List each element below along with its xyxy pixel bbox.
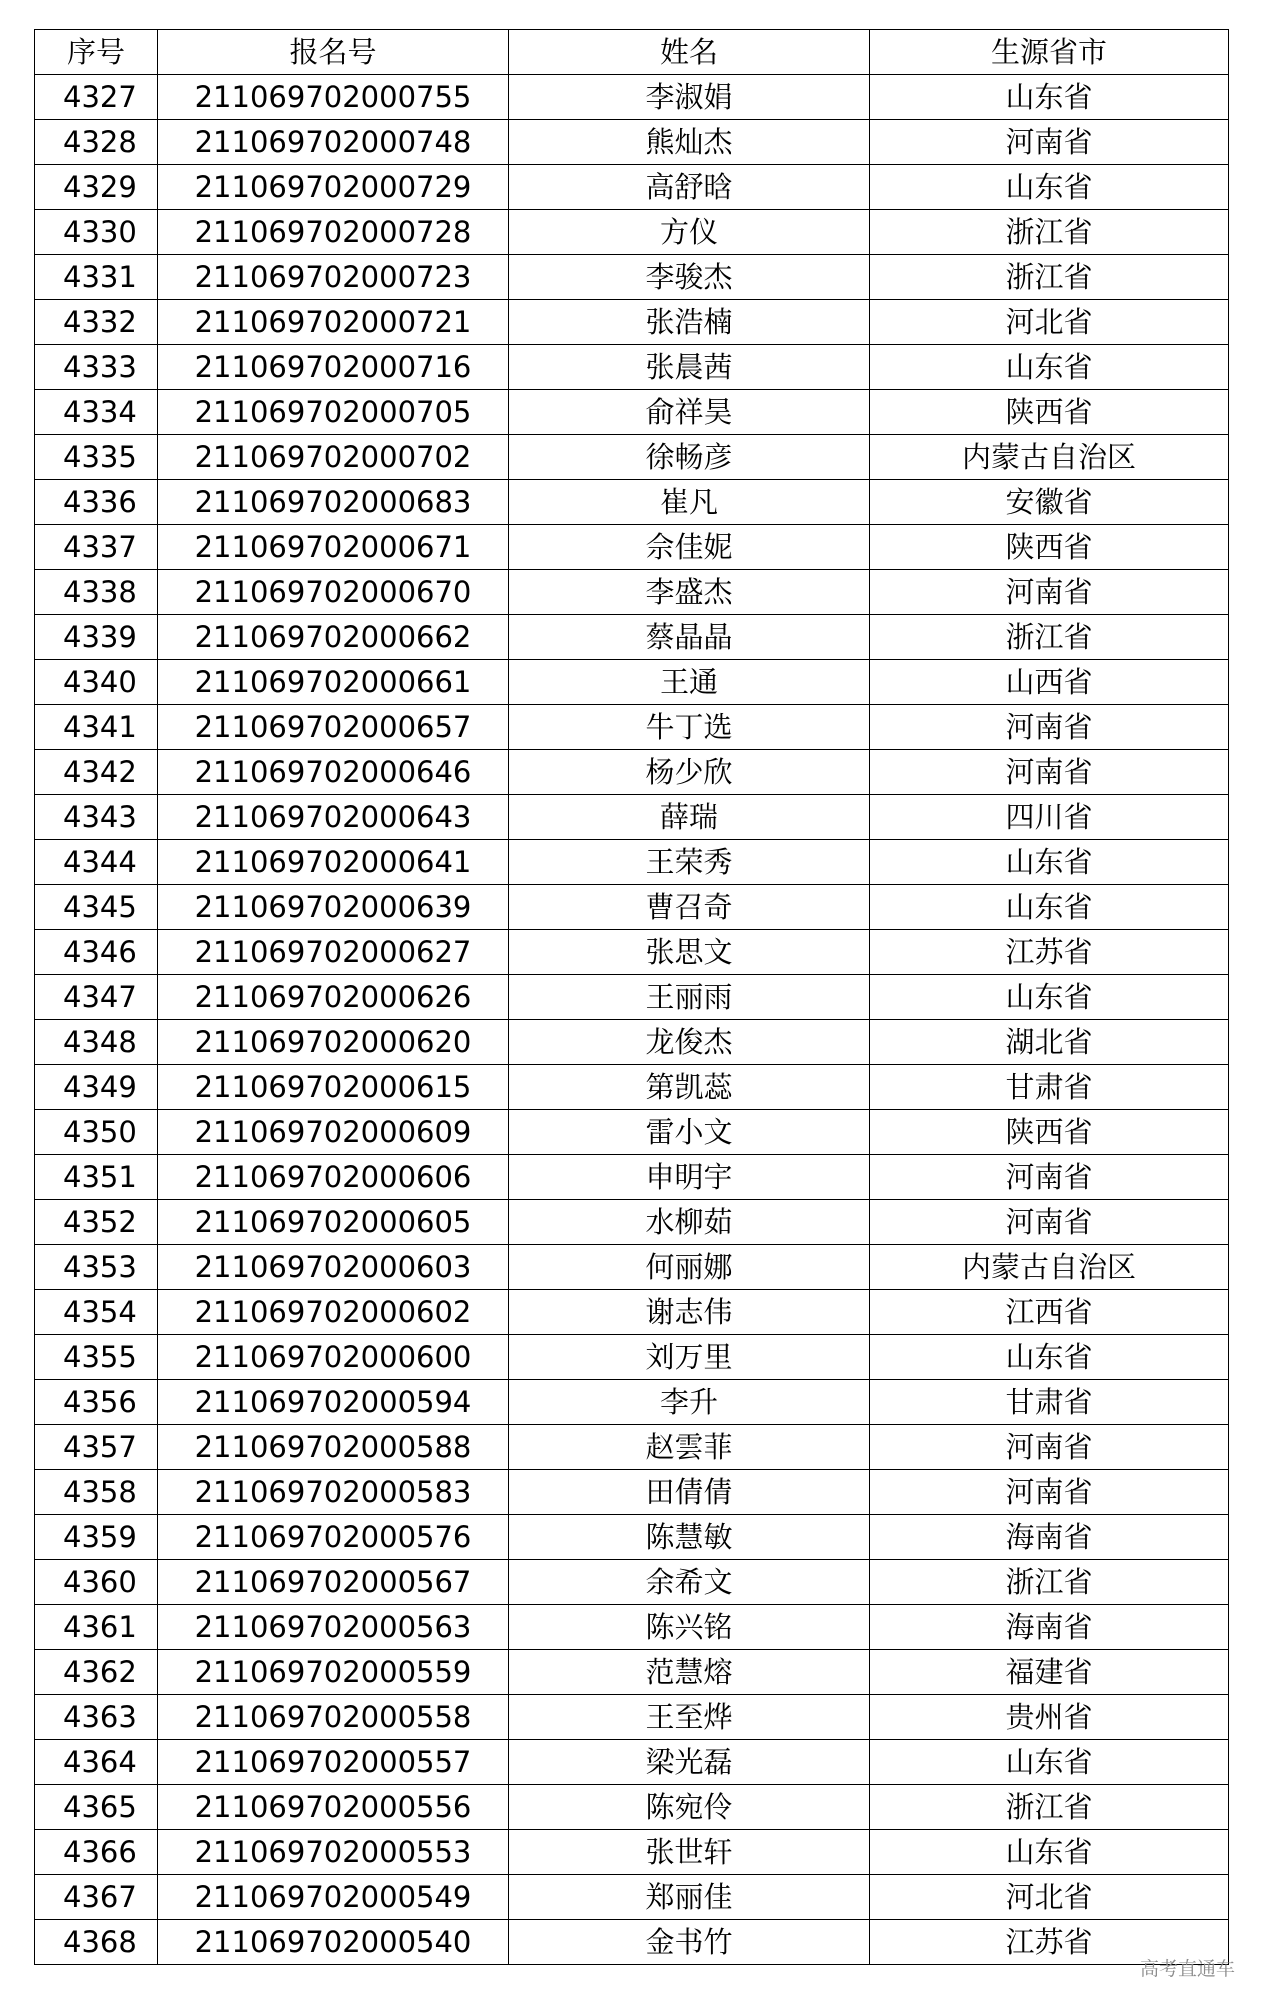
cell-seq: 4353 — [35, 1245, 158, 1290]
cell-seq: 4332 — [35, 300, 158, 345]
cell-seq: 4329 — [35, 165, 158, 210]
cell-province: 山东省 — [870, 1740, 1229, 1785]
cell-seq: 4352 — [35, 1200, 158, 1245]
cell-registration-number: 211069702000594 — [158, 1380, 509, 1425]
cell-seq: 4346 — [35, 930, 158, 975]
cell-seq: 4359 — [35, 1515, 158, 1560]
cell-name: 李升 — [509, 1380, 870, 1425]
header-name: 姓名 — [509, 30, 870, 75]
cell-province: 湖北省 — [870, 1020, 1229, 1065]
cell-registration-number: 211069702000557 — [158, 1740, 509, 1785]
cell-registration-number: 211069702000563 — [158, 1605, 509, 1650]
table-row — [35, 435, 1229, 480]
table-row — [35, 1290, 1229, 1335]
cell-name: 第凯蕊 — [509, 1065, 870, 1110]
cell-province: 河南省 — [870, 120, 1229, 165]
cell-province: 福建省 — [870, 1650, 1229, 1695]
cell-name: 张世轩 — [509, 1830, 870, 1875]
cell-province: 河南省 — [870, 1425, 1229, 1470]
cell-name: 李骏杰 — [509, 255, 870, 300]
cell-province: 山东省 — [870, 1335, 1229, 1380]
cell-registration-number: 211069702000716 — [158, 345, 509, 390]
cell-name: 蔡晶晶 — [509, 615, 870, 660]
cell-registration-number: 211069702000558 — [158, 1695, 509, 1740]
cell-name: 王至烨 — [509, 1695, 870, 1740]
cell-registration-number: 211069702000603 — [158, 1245, 509, 1290]
cell-province: 山东省 — [870, 975, 1229, 1020]
cell-province: 海南省 — [870, 1515, 1229, 1560]
cell-name: 谢志伟 — [509, 1290, 870, 1335]
cell-province: 河北省 — [870, 1875, 1229, 1920]
cell-seq: 4336 — [35, 480, 158, 525]
cell-registration-number: 211069702000553 — [158, 1830, 509, 1875]
cell-registration-number: 211069702000671 — [158, 525, 509, 570]
cell-name: 佘佳妮 — [509, 525, 870, 570]
cell-seq: 4362 — [35, 1650, 158, 1695]
cell-registration-number: 211069702000583 — [158, 1470, 509, 1515]
cell-registration-number: 211069702000549 — [158, 1875, 509, 1920]
cell-name: 何丽娜 — [509, 1245, 870, 1290]
cell-seq: 4343 — [35, 795, 158, 840]
table-row — [35, 1650, 1229, 1695]
header-registration-number: 报名号 — [158, 30, 509, 75]
table-row — [35, 885, 1229, 930]
cell-registration-number: 211069702000627 — [158, 930, 509, 975]
cell-registration-number: 211069702000639 — [158, 885, 509, 930]
cell-name: 牛丁选 — [509, 705, 870, 750]
watermark-text: 高考直通车 — [1139, 1958, 1235, 1980]
cell-seq: 4339 — [35, 615, 158, 660]
cell-seq: 4363 — [35, 1695, 158, 1740]
table-row — [35, 1515, 1229, 1560]
cell-name: 田倩倩 — [509, 1470, 870, 1515]
cell-province: 山东省 — [870, 885, 1229, 930]
cell-seq: 4330 — [35, 210, 158, 255]
table-row — [35, 525, 1229, 570]
cell-province: 河南省 — [870, 1155, 1229, 1200]
cell-province: 海南省 — [870, 1605, 1229, 1650]
cell-name: 王荣秀 — [509, 840, 870, 885]
header-row — [35, 30, 1229, 75]
cell-province: 陕西省 — [870, 525, 1229, 570]
cell-province: 甘肃省 — [870, 1380, 1229, 1425]
cell-registration-number: 211069702000748 — [158, 120, 509, 165]
cell-seq: 4327 — [35, 75, 158, 120]
cell-registration-number: 211069702000567 — [158, 1560, 509, 1605]
table-row — [35, 1830, 1229, 1875]
cell-name: 郑丽佳 — [509, 1875, 870, 1920]
table-row — [35, 660, 1229, 705]
cell-province: 安徽省 — [870, 480, 1229, 525]
cell-province: 河南省 — [870, 705, 1229, 750]
cell-seq: 4334 — [35, 390, 158, 435]
cell-registration-number: 211069702000540 — [158, 1920, 509, 1965]
table-row — [35, 210, 1229, 255]
table-row — [35, 840, 1229, 885]
cell-seq: 4338 — [35, 570, 158, 615]
cell-province: 浙江省 — [870, 615, 1229, 660]
table-row — [35, 1560, 1229, 1605]
cell-name: 张晨茜 — [509, 345, 870, 390]
cell-seq: 4355 — [35, 1335, 158, 1380]
table-row — [35, 1245, 1229, 1290]
cell-name: 龙俊杰 — [509, 1020, 870, 1065]
cell-seq: 4331 — [35, 255, 158, 300]
cell-registration-number: 211069702000620 — [158, 1020, 509, 1065]
cell-seq: 4354 — [35, 1290, 158, 1335]
cell-registration-number: 211069702000588 — [158, 1425, 509, 1470]
cell-seq: 4365 — [35, 1785, 158, 1830]
cell-seq: 4347 — [35, 975, 158, 1020]
table-row — [35, 480, 1229, 525]
cell-name: 曹召奇 — [509, 885, 870, 930]
cell-province: 陕西省 — [870, 1110, 1229, 1155]
cell-registration-number: 211069702000721 — [158, 300, 509, 345]
cell-name: 熊灿杰 — [509, 120, 870, 165]
table-row — [35, 1920, 1229, 1965]
cell-province: 内蒙古自治区 — [870, 435, 1229, 480]
table-row — [35, 1875, 1229, 1920]
cell-seq: 4341 — [35, 705, 158, 750]
cell-province: 浙江省 — [870, 1560, 1229, 1605]
cell-registration-number: 211069702000729 — [158, 165, 509, 210]
cell-province: 浙江省 — [870, 210, 1229, 255]
cell-registration-number: 211069702000661 — [158, 660, 509, 705]
cell-seq: 4337 — [35, 525, 158, 570]
cell-registration-number: 211069702000702 — [158, 435, 509, 480]
cell-registration-number: 211069702000559 — [158, 1650, 509, 1695]
cell-name: 高舒晗 — [509, 165, 870, 210]
cell-registration-number: 211069702000609 — [158, 1110, 509, 1155]
table-row — [35, 1470, 1229, 1515]
cell-name: 陈兴铭 — [509, 1605, 870, 1650]
table-row — [35, 1605, 1229, 1650]
cell-name: 俞祥昊 — [509, 390, 870, 435]
table-row — [35, 390, 1229, 435]
table-row — [35, 1200, 1229, 1245]
cell-registration-number: 211069702000641 — [158, 840, 509, 885]
table-row — [35, 345, 1229, 390]
cell-province: 山东省 — [870, 1830, 1229, 1875]
table-row — [35, 705, 1229, 750]
table-row — [35, 120, 1229, 165]
cell-seq: 4367 — [35, 1875, 158, 1920]
table-row — [35, 1425, 1229, 1470]
table-body — [35, 75, 1229, 1965]
cell-registration-number: 211069702000670 — [158, 570, 509, 615]
cell-seq: 4342 — [35, 750, 158, 795]
table-header — [35, 30, 1229, 75]
cell-name: 杨少欣 — [509, 750, 870, 795]
cell-province: 山东省 — [870, 75, 1229, 120]
cell-name: 申明宇 — [509, 1155, 870, 1200]
cell-seq: 4340 — [35, 660, 158, 705]
cell-seq: 4348 — [35, 1020, 158, 1065]
admission-roster-table — [34, 29, 1229, 1965]
cell-province: 江苏省 — [870, 1920, 1229, 1965]
cell-name: 金书竹 — [509, 1920, 870, 1965]
cell-seq: 4345 — [35, 885, 158, 930]
table-row — [35, 750, 1229, 795]
cell-name: 范慧熔 — [509, 1650, 870, 1695]
cell-province: 四川省 — [870, 795, 1229, 840]
cell-registration-number: 211069702000728 — [158, 210, 509, 255]
cell-name: 梁光磊 — [509, 1740, 870, 1785]
table-row — [35, 1785, 1229, 1830]
cell-registration-number: 211069702000643 — [158, 795, 509, 840]
cell-province: 山东省 — [870, 165, 1229, 210]
cell-registration-number: 211069702000600 — [158, 1335, 509, 1380]
table-row — [35, 570, 1229, 615]
cell-province: 河南省 — [870, 750, 1229, 795]
cell-registration-number: 211069702000605 — [158, 1200, 509, 1245]
table-row — [35, 300, 1229, 345]
cell-seq: 4344 — [35, 840, 158, 885]
cell-registration-number: 211069702000657 — [158, 705, 509, 750]
cell-seq: 4356 — [35, 1380, 158, 1425]
cell-registration-number: 211069702000755 — [158, 75, 509, 120]
table-row — [35, 1065, 1229, 1110]
cell-province: 河南省 — [870, 570, 1229, 615]
table-row — [35, 795, 1229, 840]
cell-name: 李淑娟 — [509, 75, 870, 120]
cell-seq: 4360 — [35, 1560, 158, 1605]
cell-name: 崔凡 — [509, 480, 870, 525]
cell-name: 张思文 — [509, 930, 870, 975]
cell-province: 江西省 — [870, 1290, 1229, 1335]
cell-registration-number: 211069702000576 — [158, 1515, 509, 1560]
table-row — [35, 1380, 1229, 1425]
table-row — [35, 255, 1229, 300]
cell-name: 方仪 — [509, 210, 870, 255]
cell-name: 赵雲菲 — [509, 1425, 870, 1470]
cell-province: 江苏省 — [870, 930, 1229, 975]
cell-registration-number: 211069702000705 — [158, 390, 509, 435]
cell-province: 山西省 — [870, 660, 1229, 705]
cell-registration-number: 211069702000615 — [158, 1065, 509, 1110]
cell-name: 徐畅彦 — [509, 435, 870, 480]
cell-seq: 4357 — [35, 1425, 158, 1470]
cell-seq: 4361 — [35, 1605, 158, 1650]
cell-province: 浙江省 — [870, 1785, 1229, 1830]
cell-name: 雷小文 — [509, 1110, 870, 1155]
cell-name: 陈宛伶 — [509, 1785, 870, 1830]
table-row — [35, 615, 1229, 660]
cell-name: 张浩楠 — [509, 300, 870, 345]
cell-registration-number: 211069702000683 — [158, 480, 509, 525]
cell-registration-number: 211069702000606 — [158, 1155, 509, 1200]
cell-seq: 4366 — [35, 1830, 158, 1875]
cell-province: 甘肃省 — [870, 1065, 1229, 1110]
cell-registration-number: 211069702000626 — [158, 975, 509, 1020]
cell-name: 王通 — [509, 660, 870, 705]
table-row — [35, 1155, 1229, 1200]
table-row — [35, 975, 1229, 1020]
cell-province: 山东省 — [870, 840, 1229, 885]
cell-name: 薛瑞 — [509, 795, 870, 840]
table-row — [35, 75, 1229, 120]
table-row — [35, 930, 1229, 975]
cell-province: 河南省 — [870, 1470, 1229, 1515]
cell-name: 陈慧敏 — [509, 1515, 870, 1560]
header-seq: 序号 — [35, 30, 158, 75]
cell-registration-number: 211069702000723 — [158, 255, 509, 300]
table-row — [35, 1020, 1229, 1065]
cell-seq: 4364 — [35, 1740, 158, 1785]
cell-registration-number: 211069702000556 — [158, 1785, 509, 1830]
table-row — [35, 165, 1229, 210]
cell-seq: 4358 — [35, 1470, 158, 1515]
header-province: 生源省市 — [870, 30, 1229, 75]
cell-seq: 4335 — [35, 435, 158, 480]
cell-province: 河南省 — [870, 1200, 1229, 1245]
cell-province: 浙江省 — [870, 255, 1229, 300]
cell-name: 刘万里 — [509, 1335, 870, 1380]
cell-seq: 4350 — [35, 1110, 158, 1155]
cell-seq: 4328 — [35, 120, 158, 165]
cell-name: 水柳茹 — [509, 1200, 870, 1245]
cell-province: 贵州省 — [870, 1695, 1229, 1740]
table-row — [35, 1335, 1229, 1380]
table-row — [35, 1110, 1229, 1155]
cell-province: 河北省 — [870, 300, 1229, 345]
cell-province: 陕西省 — [870, 390, 1229, 435]
cell-name: 李盛杰 — [509, 570, 870, 615]
cell-seq: 4333 — [35, 345, 158, 390]
cell-province: 内蒙古自治区 — [870, 1245, 1229, 1290]
cell-registration-number: 211069702000646 — [158, 750, 509, 795]
table-row — [35, 1740, 1229, 1785]
cell-province: 山东省 — [870, 345, 1229, 390]
cell-name: 王丽雨 — [509, 975, 870, 1020]
cell-seq: 4351 — [35, 1155, 158, 1200]
table-row — [35, 1695, 1229, 1740]
cell-name: 余希文 — [509, 1560, 870, 1605]
cell-registration-number: 211069702000602 — [158, 1290, 509, 1335]
cell-seq: 4349 — [35, 1065, 158, 1110]
cell-seq: 4368 — [35, 1920, 158, 1965]
cell-registration-number: 211069702000662 — [158, 615, 509, 660]
